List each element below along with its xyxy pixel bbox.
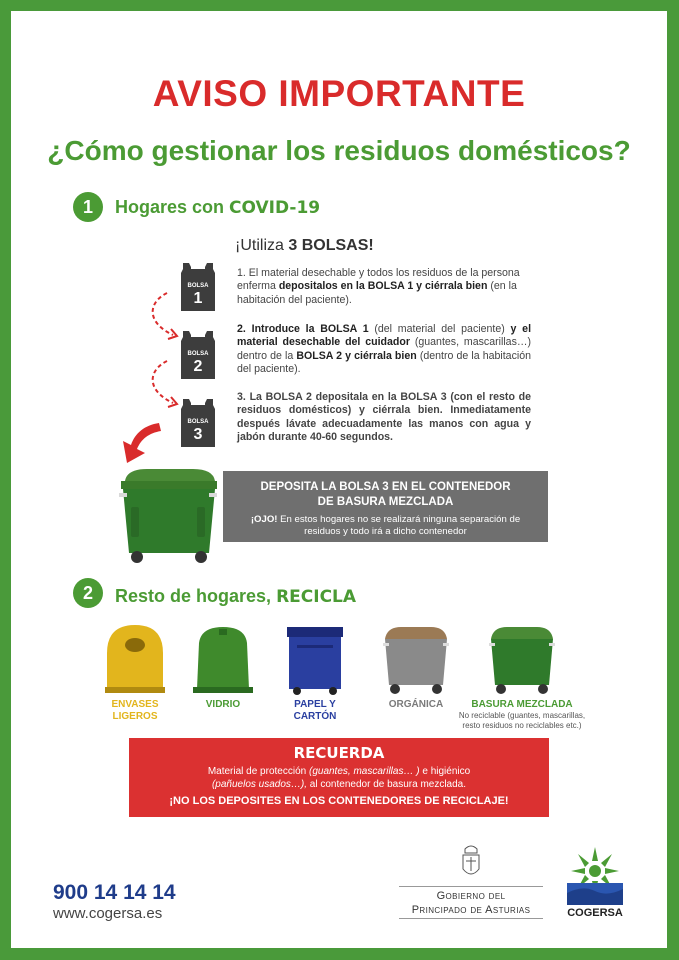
step-2-text-d: (guantes, mascarillas…) dentro de la [237,336,531,362]
step-2-text-c: y el material desechable del cuidador [237,323,532,349]
step-1-text-a: El material desechable y todos los residuos de la persona enferma [237,267,520,293]
gov-divider-top [399,886,543,887]
bin-envases-icon [103,623,167,695]
recuerda-line-1-a: Material de protección [207,766,309,777]
recuerda-line-1-b: e higiénico [419,766,471,777]
step-1-text-c: (en la habitación del paciente). [237,280,517,306]
step-2-number: 2. [237,323,246,335]
bag-3-number: 3 [193,426,203,443]
bin-mezclada-icon [487,625,557,695]
step-2-text-a: Introduce la BOLSA 1 [251,323,369,335]
section-1-heading [115,197,320,218]
recuerda-line-2-b: al contenedor de basura mezclada. [307,779,467,790]
recuerda-title: RECUERDA [293,744,385,762]
cogersa-brand: COGERSA [567,907,623,919]
ojo-text: En estos hogares no se realizará ninguna separación de residuos y todo irá a dicho contenedor [277,514,521,537]
recuerda-line-3: ¡NO LOS DEPOSITES EN LOS CONTENEDORES DE RECICLAJE! [169,795,509,807]
cogersa-logo-icon [563,845,627,907]
gov-line-1: Gobierno del [436,890,506,902]
step-3-text-a: La BOLSA 2 depositala en la BOLSA 3 (con el resto de residuos domésticos) y ciérrala bien. Inmediatamente después lávate adecuadamente las manos con agua y jabón durante 40-60 segundos. [237,391,531,444]
recuerda-box [129,738,549,817]
utiliza-bold: 3 BOLSAS! [288,237,374,254]
recuerda-line-2-i: (pañuelos usados…), [211,779,308,790]
recuerda-line-1 [129,765,549,778]
bin-papel-label: PAPEL Y CARTÓN [293,699,337,722]
gov-line-2: Principado de Asturias [411,904,531,916]
coat-of-arms-icon [459,843,483,881]
bag-1-number: 1 [193,290,203,307]
page-title: AVISO IMPORTANTE [152,73,526,114]
step-1-number: 1. [237,267,246,279]
page-subtitle: ¿Cómo gestionar los residuos domésticos? [47,135,631,166]
gov-divider-bottom [399,918,543,919]
step-3-number: 3. [237,391,246,403]
bin-vidrio-icon [191,623,255,695]
ojo-note [237,514,534,538]
recuerda-line-1-i: (guantes, mascarillas… ) [308,766,420,777]
utiliza-heading [235,237,374,255]
deposit-box [223,471,548,542]
step-2-text-b: (del material del paciente) [368,323,511,335]
step-1-text-b: depositalos en la BOLSA 1 y ciérrala bien [278,280,488,293]
bin-papel-icon [283,625,347,695]
mixed-container-icon [117,467,219,567]
bag-2-number: 2 [193,358,203,375]
bag-1-label: BOLSA [187,283,209,289]
bin-envases-label: ENVASES LIGEROS [111,699,159,722]
bag-2-label: BOLSA [187,351,209,357]
step-2-text-e: BOLSA 2 y ciérrala bien [296,349,417,362]
utiliza-prefix: ¡Utiliza [235,237,284,254]
bag-3-label: BOLSA [187,419,209,425]
curved-arrow-icon [115,419,165,467]
poster [11,11,667,948]
bin-organica-label: ORGÁNICA [388,699,444,710]
section-2-number: 2 [73,578,103,608]
gov-name [391,889,551,917]
bin-mezclada-label: BASURA MEZCLADA [471,699,573,710]
step-2-text-f: (dentro de la habitación del paciente). [237,349,532,376]
section-1-heading-text: Hogares con [115,197,225,217]
website-link[interactable]: www.cogersa.es [53,905,163,922]
bin-organica-icon [381,625,451,695]
deposit-line-1: DEPOSITA LA BOLSA 3 EN EL CONTENEDOR [260,481,511,493]
section-1-heading-highlight: COVID-19 [229,198,321,218]
dashed-arrows-icon [145,291,185,431]
section-2-heading-highlight: RECICLA [276,587,357,607]
ojo-bold: ¡OJO! [250,514,278,525]
step-1-text [237,267,531,307]
step-2-text [237,323,531,377]
section-2-heading [115,586,356,607]
phone-number: 900 14 14 14 [53,881,176,904]
deposit-line-2: DE BASURA MEZCLADA [317,496,454,508]
bin-mezclada-note: No reciclable (guantes, mascarillas, resto residuos no reciclables etc.) [458,711,586,730]
recuerda-line-2 [129,778,549,791]
step-3-text [237,391,531,445]
section-1-number: 1 [73,192,103,222]
bin-vidrio-label: VIDRIO [205,699,241,710]
section-2-heading-text: Resto de hogares, [115,586,272,606]
